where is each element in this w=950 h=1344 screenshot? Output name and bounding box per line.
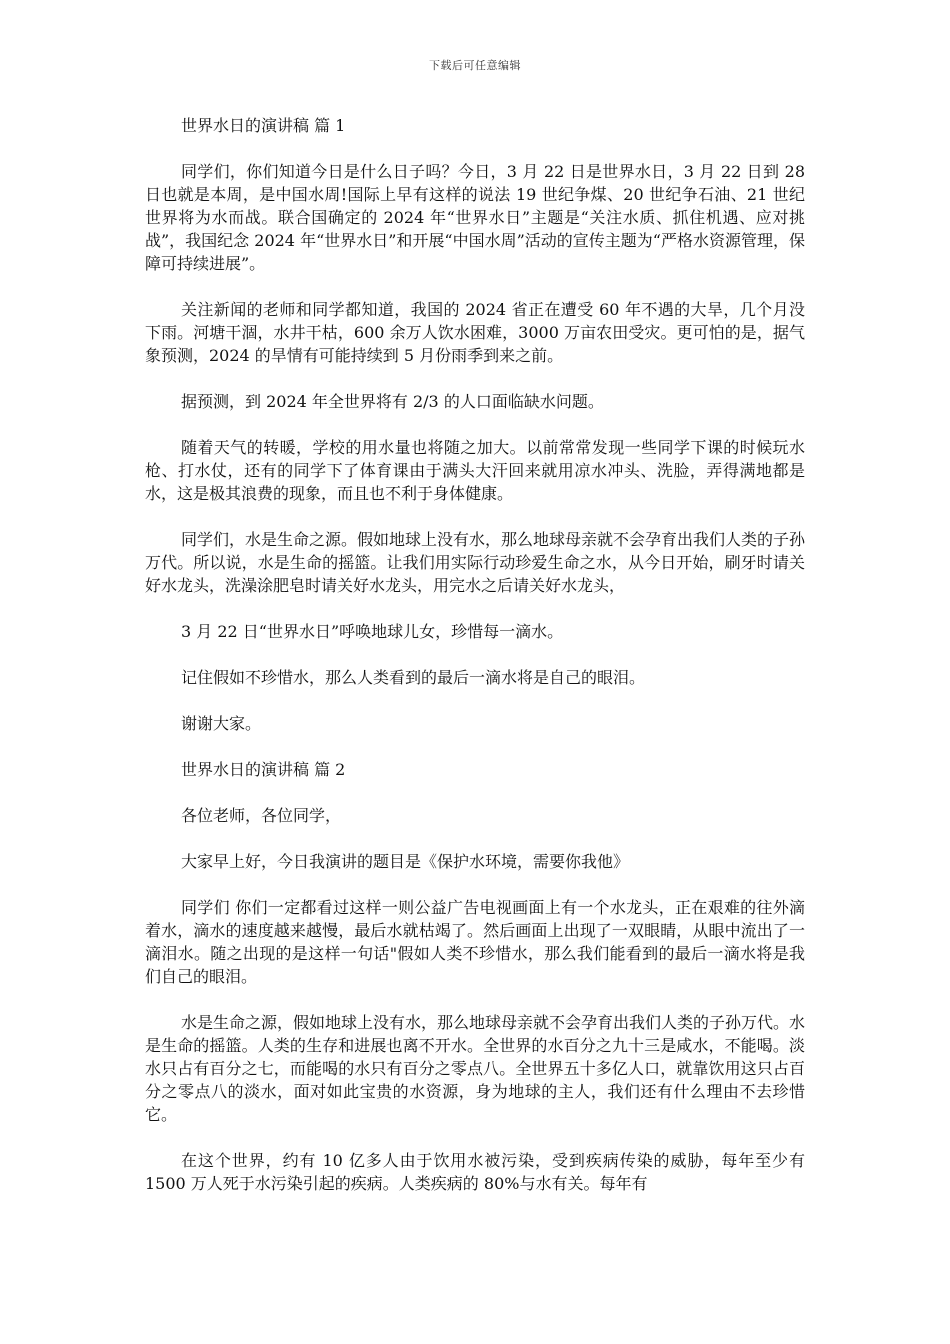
paragraph: 在这个世界，约有 10 亿多人由于饮用水被污染，受到疾病传染的威胁，每年至少有 1500 万人死于水污染引起的疾病。人类疾病的 80%与水有关。每年有 (145, 1151, 805, 1193)
section-heading: 世界水日的演讲稿 篇 2 (181, 760, 346, 779)
paragraph: 同学们 你们一定都看过这样一则公益广告电视画面上有一个水龙头，正在艰难的往外滴着水，滴水的速度越来越慢，最后水就枯竭了。然后画面上出现了一双眼睛，从眼中流出了一滴泪水。随之出现的是这样一句话"假如人类不珍惜水，那么我们能看到的最后一滴水将是我们自己的眼泪。 (145, 898, 805, 986)
paragraph: 据预测，到 2024 年全世界将有 2/3 的人口面临缺水问题。 (181, 392, 604, 411)
paragraph: 关注新闻的老师和同学都知道，我国的 2024 省正在遭受 60 年不遇的大旱，几个月没下雨。河塘干涸，水井干枯，600 余万人饮水困难，3000 万亩农田受灾。更可怕的是，据气象预测，2024 的旱情有可能持续到 5 月份雨季到来之前。 (145, 300, 805, 365)
paragraph: 各位老师，各位同学， (181, 806, 342, 825)
document-body (145, 114, 805, 1218)
paragraph: 3 月 22 日“世界水日”呼唤地球儿女，珍惜每一滴水。 (181, 622, 564, 641)
paragraph: 随着天气的转暖，学校的用水量也将随之加大。以前常常发现一些同学下课的时候玩水枪、打水仗，还有的同学下了体育课由于满头大汗回来就用凉水冲头、洗脸，弄得满地都是水，这是极其浪费的现象，而且也不利于身体健康。 (145, 438, 805, 503)
section-heading: 世界水日的演讲稿 篇 1 (181, 116, 346, 135)
paragraph: 同学们，你们知道今日是什么日子吗？今日，3 月 22 日是世界水日，3 月 22 日到 28 日也就是本周，是中国水周!国际上早有这样的说法 19 世纪争煤、20 世纪争石油、21 世纪世界将为水而战。联合国确定的 2024 年“世界水日”主题是“关注水质、抓住机遇、应对挑战”，我国纪念 2024 年“世界水日”和开展“中国水周”活动的宣传主题为“严格水资源管理，保障可持续进展”。 (145, 162, 805, 273)
paragraph: 记住假如不珍惜水，那么人类看到的最后一滴水将是自己的眼泪。 (181, 668, 646, 687)
header-note: 下载后可任意编辑 (429, 59, 521, 72)
paragraph: 大家早上好，今日我演讲的题目是《保护水环境，需要你我他》 (181, 852, 630, 871)
paragraph: 同学们，水是生命之源。假如地球上没有水，那么地球母亲就不会孕育出我们人类的子孙万代。所以说，水是生命的摇篮。让我们用实际行动珍爱生命之水，从今日开始，刷牙时请关好水龙头，洗澡涂肥皂时请关好水龙头，用完水之后请关好水龙头， (145, 530, 806, 595)
paragraph: 谢谢大家。 (181, 714, 262, 733)
paragraph: 水是生命之源，假如地球上没有水，那么地球母亲就不会孕育出我们人类的子孙万代。水是生命的摇篮。人类的生存和进展也离不开水。全世界的水百分之九十三是咸水，不能喝。淡水只占有百分之七，而能喝的水只有百分之零点八。全世界五十多亿人口，就靠饮用这只占百分之零点八的淡水，面对如此宝贵的水资源，身为地球的主人，我们还有什么理由不去珍惜它。 (145, 1013, 806, 1124)
